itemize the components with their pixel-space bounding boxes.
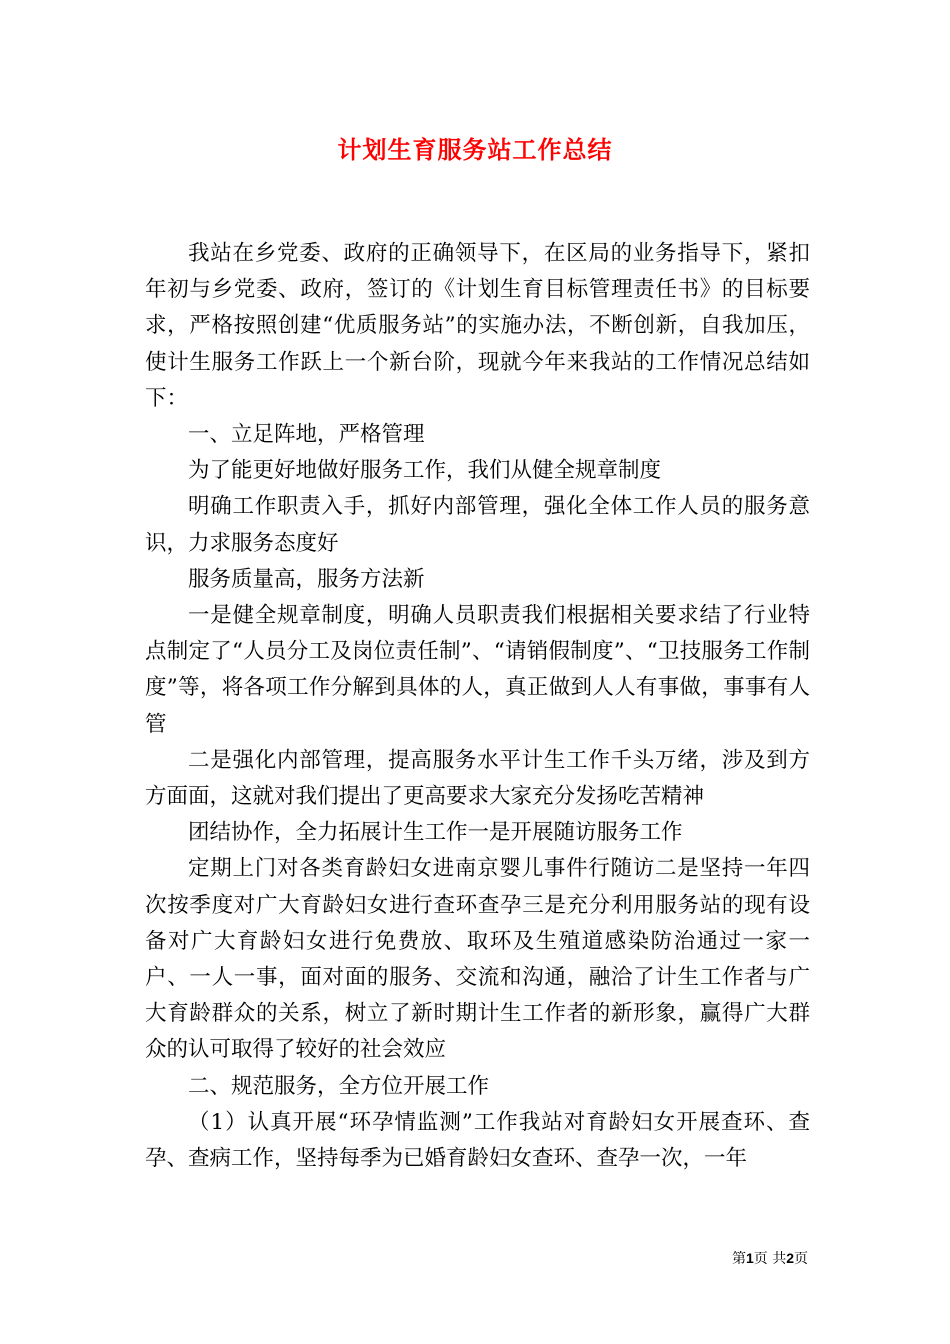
footer-current-page: 1 <box>745 1250 754 1266</box>
paragraph: 明确工作职责入手，抓好内部管理，强化全体工作人员的服务意识，力求服务态度好 <box>145 494 810 556</box>
footer-total-pages: 2 <box>786 1250 794 1266</box>
footer-suffix: 页 <box>794 1251 808 1267</box>
paragraph: （1）认真开展“环孕情监测”工作我站对育龄妇女开展查环、查孕、查病工作，坚持每季为已婚育龄妇女查环、查孕一次，一年 <box>145 1109 810 1172</box>
section-heading: 二、规范服务，全方位开展工作 <box>188 1073 490 1099</box>
section-heading: 一、立足阵地，严格管理 <box>188 422 425 448</box>
footer-prefix: 第 <box>731 1251 746 1267</box>
document-title: 计划生育服务站工作总结 <box>337 135 613 164</box>
footer-middle: 页 共 <box>753 1251 787 1267</box>
paragraph: 二是强化内部管理，提高服务水平计生工作千头万绪，涉及到方方面面，这就对我们提出了更高要求大家充分发扬吃苦精神 <box>145 747 810 810</box>
page-footer <box>732 1248 808 1269</box>
paragraph: 一是健全规章制度，明确人员职责我们根据相关要求结了行业特点制定了“人员分工及岗位责任制”、“请销假制度”、“卫技服务工作制度”等，将各项工作分解到具体的人，真正做到人人有事做，事事有人管 <box>145 603 810 737</box>
paragraph: 为了能更好地做好服务工作，我们从健全规章制度 <box>188 458 662 484</box>
document-body <box>145 236 810 1177</box>
paragraph: 团结协作，全力拓展计生工作一是开展随访服务工作 <box>188 820 683 846</box>
paragraph: 定期上门对各类育龄妇女进南京婴儿事件行随访二是坚持一年四次按季度对广大育龄妇女进行查环查孕三是充分利用服务站的现有设备对广大育龄妇女进行免费放、取环及生殖道感染防治通过一家一户、一人一事，面对面的服务、交流和沟通，融洽了计生工作者与广大育龄群众的关系，树立了新时期计生工作者的新形象，赢得广大群众的认可取得了较好的社会效应 <box>145 856 810 1063</box>
paragraph: 服务质量高，服务方法新 <box>188 566 425 592</box>
paragraph: 我站在乡党委、政府的正确领导下，在区局的业务指导下，紧扣年初与乡党委、政府，签订的《计划生育目标管理责任书》的目标要求，严格按照创建“优质服务站”的实施办法，不断创新，自我加压，使计生服务工作跃上一个新台阶，现就今年来我站的工作情况总结如下： <box>145 241 810 411</box>
